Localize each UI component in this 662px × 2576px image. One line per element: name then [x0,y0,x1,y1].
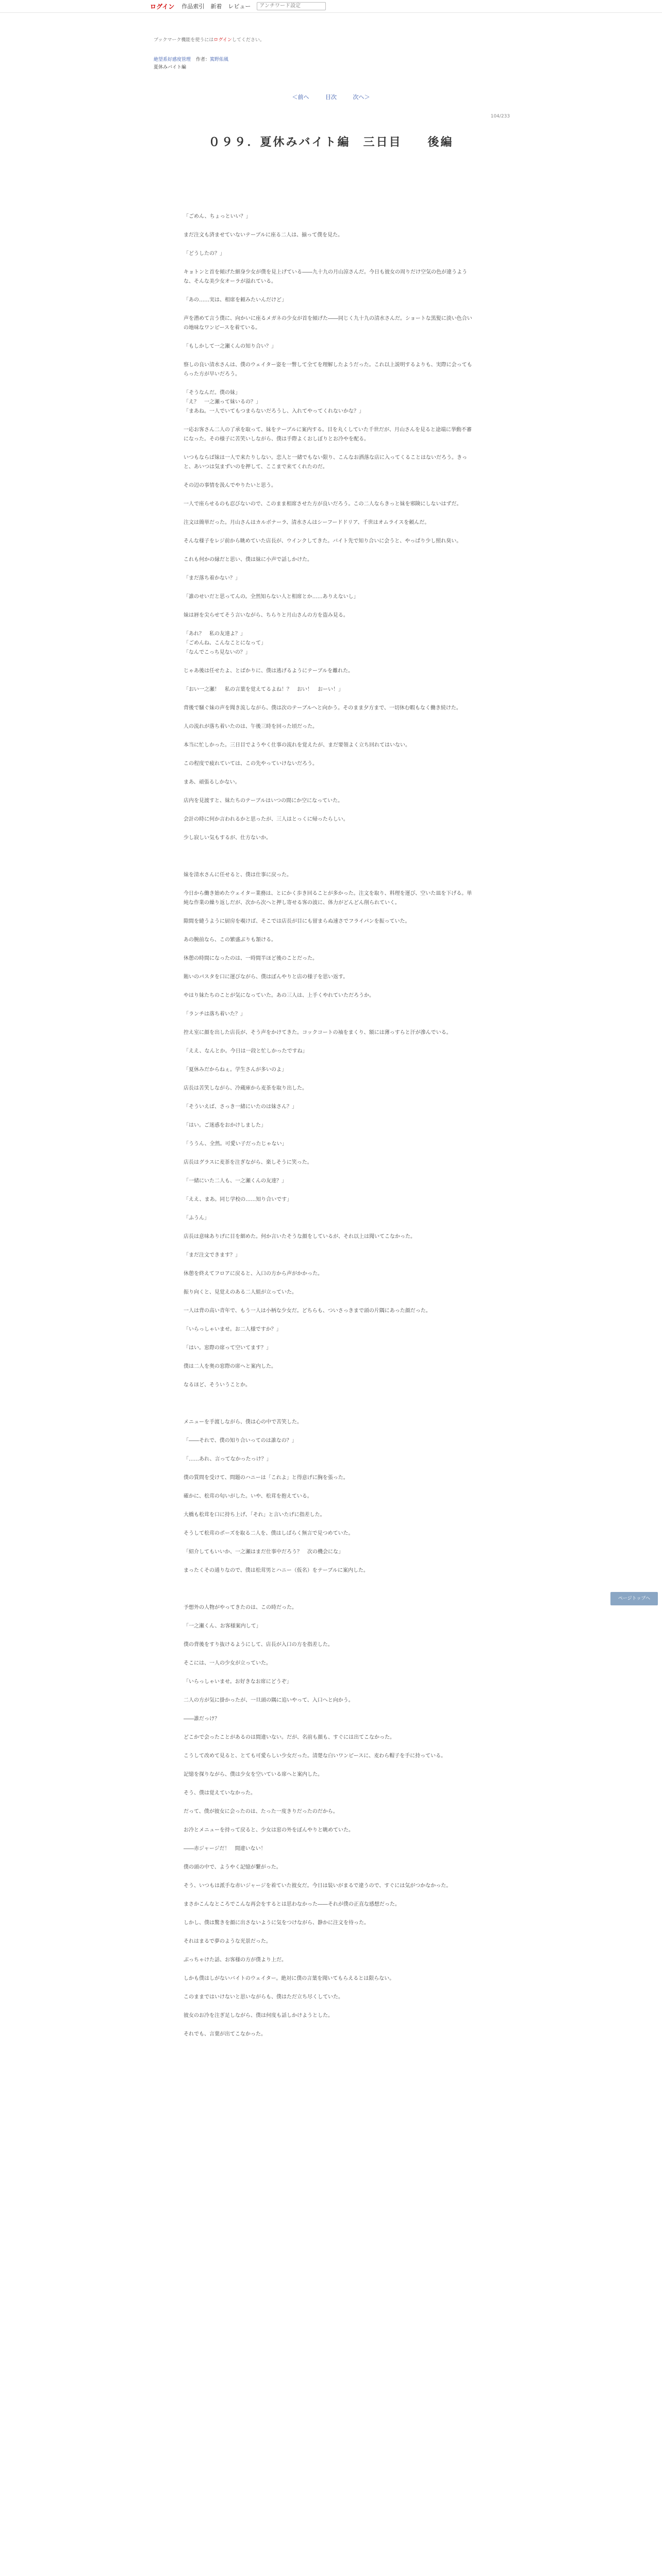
body-paragraph [184,1650,472,1659]
top-nav-bar [0,0,662,13]
body-paragraph: あの腕前なら、この繁盛ぶりも頷ける。 [184,937,276,943]
body-paragraph: ――誰だっけ？ [184,1716,220,1722]
body-paragraph: 人の流れが落ち着いたのは、午後三時を回った頃だった。 [184,724,318,730]
body-paragraph: 「え？ 一之瀬って妹いるの？」 [184,399,261,405]
body-paragraph [184,416,472,426]
body-paragraph [184,1946,472,1956]
chapter-pager [0,93,662,101]
body-paragraph: そうして松茸のポーズを取る二人を、僕はしばらく無言で見つめていた。 [184,1531,354,1536]
page-top-button[interactable]: ページトップへ [610,1592,658,1605]
body-paragraph [184,1371,472,1381]
body-paragraph [184,1742,472,1752]
body-paragraph [184,1316,472,1325]
body-paragraph: それでも、言葉が出てこなかった。 [184,2031,266,2037]
body-paragraph [184,982,472,991]
nav-link-new[interactable]: 新着 [210,3,222,10]
body-paragraph: まだ注文も済ませていないテーブルに座る二人は、揃って僕を見た。 [184,232,343,238]
body-paragraph [184,379,472,388]
body-paragraph [184,1130,472,1140]
notice-suffix: してください。 [231,38,264,43]
body-paragraph [184,444,472,453]
body-paragraph [184,1780,472,1789]
body-paragraph [184,1557,472,1566]
body-paragraph: 「はい。窓際の席って空いてます？」 [184,1345,271,1351]
body-paragraph: 一人で座らせるのも忍びないので、このまま相席させた方が良いだろう。この二人ならきっと妹を邪険にしないはずだ。 [184,501,462,507]
body-paragraph: 「一緒にいた二人も、一之瀬くんの友達？」 [184,1178,287,1184]
body-paragraph [184,509,472,518]
body-paragraph: 振り向くと、見覚えのある二人組が立っていた。 [184,1290,297,1295]
body-paragraph [184,1334,472,1344]
series-row [154,56,234,64]
body-paragraph [184,1242,472,1251]
body-paragraph [184,472,472,481]
body-paragraph: まさかこんなところでこんな再会をするとは思わなかった――それが僕の正直な感想だった。 [184,1902,400,1907]
body-paragraph [184,305,472,314]
episode-name: 夏休みバイト編 [154,65,187,70]
body-paragraph: 「いらっしゃいませ。お好きなお席にどうぞ」 [184,1679,292,1685]
body-paragraph: 隙間を縫うように厨房を覗けば、そこでは店長が目にも留まらぬ速さでフライパンを振っていた。 [184,919,410,924]
body-paragraph [184,1909,472,1919]
body-paragraph [184,1705,472,1715]
body-paragraph: 予想外の人物がやってきたのは、この時だった。 [184,1605,297,1611]
body-paragraph [184,852,472,861]
body-paragraph [184,1056,472,1065]
body-paragraph [184,1483,472,1492]
body-paragraph [184,694,472,704]
body-paragraph: 背後で騒ぐ妹の声を聞き流しながら、僕は次のテーブルへと向かう。そのまま夕方まで、一切休む暇もなく働き続けた。 [184,705,461,711]
body-paragraph: この程度で疲れていては、この先やっていけないだろう。 [184,761,318,767]
body-paragraph [184,963,472,973]
body-paragraph [184,333,472,342]
body-paragraph: そう、僕は覚えていなかった。 [184,1790,256,1796]
body-paragraph [184,528,472,537]
body-paragraph: 「紹介してもいいか、一之瀬はまだ仕事中だろう？ 次の機会にな」 [184,1549,343,1555]
body-paragraph: だって、僕が彼女に会ったのは、たった一度きりだったのだから。 [184,1809,338,1815]
body-paragraph [184,1854,472,1863]
body-paragraph [184,1446,472,1455]
body-paragraph: しかも僕はしがないバイトのウェイター。絶対に僕の言葉を聞いてもらえるとは限らない。 [184,1976,395,1981]
body-paragraph [184,1223,472,1232]
body-paragraph [184,2021,472,2030]
author-label: 作者： [196,57,210,62]
next-link[interactable]: 次へ＞ [353,94,370,100]
body-paragraph: 賄いのパスタを口に運びながら、僕はぼんやりと店の様子を思い返す。 [184,974,349,980]
body-paragraph [184,1872,472,1882]
body-paragraph [184,1965,472,1974]
body-paragraph [184,1001,472,1010]
body-paragraph [184,1390,472,1399]
author-link[interactable]: 篤野佑風 [210,57,229,62]
body-paragraph [184,1835,472,1844]
body-paragraph: 「ランチは落ち着いた？」 [184,1011,245,1017]
chapter-title: ０９９．夏休みバイト編 三日目 後編 [208,135,454,149]
body-paragraph: 本当に忙しかった。三日目でようやく仕事の流れを覚えたが、まだ要領よく立ち回れてはいない。 [184,742,410,748]
body-paragraph [184,222,472,231]
body-paragraph: 「まだ注文できます？」 [184,1252,240,1258]
body-paragraph [184,732,472,741]
body-paragraph: 少し寂しい気もするが、仕方ないか。 [184,835,271,841]
body-paragraph: 「いらっしゃいませ。お二人様ですか？」 [184,1327,282,1332]
body-paragraph: 注文は簡単だった。月山さんはカルボナーラ、清水さんはシーフードドリア、千世はオムライスを頼んだ。 [184,520,430,526]
body-paragraph [184,1279,472,1288]
body-paragraph: まあ、頑張るしかない。 [184,779,240,785]
body-paragraph [184,1575,472,1585]
body-paragraph: 僕の頭の中で、ようやく記憶が繋がった。 [184,1865,282,1870]
body-paragraph: 「夏休みだからねぇ。学生さんが多いのよ」 [184,1067,287,1073]
body-paragraph: 「そうなんだ。僕の妹」 [184,390,240,396]
body-paragraph [184,620,472,630]
body-paragraph: 「ううん、全然。可愛い子だったじゃない」 [184,1141,287,1147]
body-paragraph [184,1798,472,1807]
body-paragraph: 「誰のせいだと思ってんの。全然知らない人と相席とか……ありえないし」 [184,594,359,600]
body-paragraph: いつもならば妹は一人で来たりしない。恋人と一緒でもない限り、こんなお洒落な店に入ってくることはないだろう。きっと、あいつは気まずいのを押して、ここまで来てくれたのだ。 [184,455,467,470]
body-paragraph [184,1585,472,1594]
body-paragraph [184,1817,472,1826]
bookmark-notice [154,36,264,43]
body-paragraph [184,1167,472,1177]
body-paragraph: このままではいけないと思いながらも、僕はただ立ち尽くしていた。 [184,1994,343,2000]
body-paragraph [184,926,472,936]
antiword-input[interactable] [257,2,326,10]
body-paragraph: 「あの……実は、相席を頼みたいんだけど」 [184,297,287,303]
body-paragraph [184,583,472,592]
top-nav-inner [150,0,326,12]
body-paragraph: 休憩の時間になったのは、一時間半ほど後のことだった。 [184,956,318,961]
body-paragraph: 察しの良い清水さんは、僕のウェイター姿を一瞥して全てを理解したようだった。これ以上説明するよりも、実際に会ってもらった方が早いだろう。 [184,362,472,377]
body-paragraph [184,565,472,574]
body-paragraph: これも何かの縁だと思い、僕は妹に小声で話しかけた。 [184,557,312,563]
body-paragraph [184,286,472,296]
body-paragraph [184,1631,472,1640]
toc-link[interactable]: 目次 [325,94,337,100]
body-paragraph: 「もしかして一之瀬くんの知り合い？」 [184,344,276,349]
body-paragraph [184,240,472,249]
body-paragraph [184,1891,472,1900]
body-paragraph [184,490,472,500]
body-paragraph: 「……あれ、言ってなかったっけ？」 [184,1456,272,1462]
body-paragraph: 店内を見渡すと、妹たちのテーブルはいつの間にか空になっていた。 [184,798,343,804]
body-paragraph [184,1687,472,1696]
login-link[interactable]: ログイン [150,3,175,10]
body-paragraph [184,259,472,268]
page-number: 104/233 [490,114,510,119]
body-paragraph: 「なんでこっち見ないの？」 [184,650,251,655]
body-paragraph [184,1409,472,1418]
body-paragraph [184,1724,472,1733]
body-paragraph [184,602,472,611]
nav-link-index[interactable]: 作品索引 [181,3,205,10]
body-paragraph: 「まあね。一人でいてもつまらないだろうし、入れてやってくれないかな？」 [184,409,364,414]
body-paragraph [184,1984,472,1993]
body-paragraph [184,1761,472,1770]
body-paragraph: しかし、僕は驚きを顔に出さないように気をつけながら、静かに注文を待った。 [184,1920,369,1926]
body-paragraph: 声を潜めて言う僕に、向かいに座るメガネの少女が首を傾げた――同じく九十九の清水さんだ。ショートな黒髪に淡い色合いの地味なワンピースを着ている。 [184,316,472,331]
body-paragraph [184,945,472,954]
body-paragraph: ――赤ジャージだ！ 間違いない！ [184,1846,266,1852]
body-paragraph: キョトンと首を傾げた細身少女が僕を見上げている――九十九の月山涼さんだ。今日も彼女の周りだけ空気の色が違うような、そんな美少女オーラが溢れている。 [184,269,467,284]
notice-prefix: ブックマーク機能を使うには [154,38,214,43]
body-paragraph [184,713,472,722]
body-paragraph: やはり妹たちのことが気になっていた。あの三人は、上手くやれていただろうか。 [184,993,374,998]
body-paragraph: 二人の方が気に掛かったが、一旦頭の隅に追いやって、入口へと向かう。 [184,1698,354,1703]
body-paragraph: 「――それで、僕の知り合いってのは誰なの？」 [184,1438,297,1444]
body-paragraph: 僕は二人を奥の窓際の席へと案内した。 [184,1364,276,1369]
body-paragraph: 「ええ、なんとか。今日は一段と忙しかったですね」 [184,1048,308,1054]
body-paragraph: そう、いつもは派手な赤いジャージを着ていた彼女だ。今日は装いがまるで違うので、すぐには気がつかなかった。 [184,1883,452,1889]
body-paragraph [184,861,472,871]
body-paragraph [184,880,472,889]
body-paragraph [184,843,472,852]
body-paragraph: そこには、一人の少女が立っていた。 [184,1660,271,1666]
body-paragraph [184,1399,472,1409]
body-paragraph: それはまるで夢のような光景だった。 [184,1939,271,1944]
body-paragraph: 店長はグラスに麦茶を注ぎながら、楽しそうに笑った。 [184,1160,312,1165]
body-paragraph [184,1112,472,1121]
body-paragraph: 会計の時に何か言われるかと思ったが、三人はとっくに帰ったらしい。 [184,817,349,822]
chapter-body [184,212,472,2039]
body-paragraph: 彼女のお冷を注ぎ足しながら、僕は何度も話しかけようとした。 [184,2013,333,2019]
body-paragraph: 「どうしたの？」 [184,251,225,257]
body-paragraph [184,1186,472,1195]
body-paragraph [184,546,472,555]
body-paragraph: 「一之瀬くん、お客様案内して」 [184,1623,261,1629]
body-paragraph [184,1260,472,1269]
body-paragraph: 「おい一之瀬！ 私の言葉を覚えてるよね！？ おい！ おーい！」 [184,687,343,692]
body-paragraph [184,1149,472,1158]
body-paragraph [184,908,472,917]
body-paragraph [184,351,472,361]
body-paragraph [184,750,472,759]
body-paragraph: その辺の事情を汲んでやりたいと思う。 [184,483,276,488]
nav-link-review[interactable]: レビュー [228,3,251,10]
body-paragraph [184,1038,472,1047]
body-paragraph [184,824,472,834]
body-paragraph [184,1594,472,1603]
body-paragraph: 「まだ落ち着かない？」 [184,575,240,581]
body-paragraph: 「ごめんね、こんなことになって」 [184,640,266,646]
body-paragraph [184,676,472,685]
body-paragraph [184,1668,472,1677]
body-paragraph: 「ごめん、ちょっといい？」 [184,214,251,219]
body-paragraph [184,1928,472,1937]
body-paragraph: 一応お客さん二人の了承を取って、妹をテーブルに案内する。目を丸くしていた千世だが、月山さんを見ると途端に挙動不審になった。その様子に苦笑いしながら、僕は手際よくおしぼりとお冷やを配る。 [184,427,472,442]
prev-link[interactable]: ＜前へ [292,94,309,100]
body-paragraph: 大橋も松茸を口に持ち上げ、「それ」と言いたげに指差した。 [184,1512,325,1518]
body-paragraph [184,806,472,815]
body-paragraph: 確かに、松茸の匂いがした。いや、松茸を抱えている。 [184,1494,312,1499]
body-paragraph: 僕の背後をすり抜けるようにして、店長が入口の方を指差した。 [184,1642,333,1648]
body-paragraph: じゃあ後は任せたよ、とばかりに、僕は逃げるようにテーブルを離れた。 [184,668,354,674]
body-paragraph: 今日から働き始めたウェイター業務は、とにかく歩き回ることが多かった。注文を取り、料理を運び、空いた皿を下げる。単純な作業の繰り返しだが、次から次へと押し寄せる客の波に、体力がどんどん削られていく。 [184,891,472,906]
body-paragraph: なるほど、そういうことか。 [184,1382,251,1388]
body-paragraph: どこかで会ったことがあるのは間違いない。だが、名前も顔も、すぐには出てこなかった。 [184,1735,395,1740]
body-paragraph: 「はい。ご迷惑をおかけしました」 [184,1123,266,1128]
series-title-link[interactable]: 絶望系好感度管理 [154,57,191,62]
body-paragraph: まったくその通りなので、僕は松茸男とハニー（仮名）をテーブルに案内した。 [184,1568,369,1573]
body-paragraph: ぶっちゃけた話、お客様の方が僕より上だ。 [184,1957,287,1963]
body-paragraph: 休憩を終えてフロアに戻ると、入口の方から声がかかった。 [184,1271,323,1277]
body-paragraph: 記憶を探りながら、僕は少女を空いている席へと案内した。 [184,1772,323,1777]
series-info [154,56,234,72]
body-paragraph: 妹を清水さんに任せると、僕は仕事に戻った。 [184,872,292,878]
body-paragraph [184,787,472,796]
body-paragraph [184,1075,472,1084]
body-paragraph: 「あれ？ 私の友達よ？」 [184,631,245,637]
body-paragraph: そんな様子をレジ前から眺めていた店長が、ウインクしてきた。バイト先で知り合いに会うと、やっぱり少し照れ臭い。 [184,538,462,544]
body-paragraph: 妹は唇を尖らせてそう言いながら、ちらりと月山さんの方を盗み見る。 [184,613,349,618]
body-paragraph [184,1538,472,1548]
body-paragraph [184,1613,472,1622]
body-paragraph [184,1520,472,1529]
body-paragraph [184,1501,472,1511]
body-paragraph [184,1019,472,1028]
body-paragraph: メニューを手渡しながら、僕は心の中で苦笑した。 [184,1419,302,1425]
body-paragraph: 「ええ、まあ。同じ学校の……知り合いです」 [184,1197,292,1202]
notice-login-link[interactable]: ログイン [213,38,232,43]
body-paragraph: こうして改めて見ると、とても可愛らしい少女だった。清楚な白いワンピースに、麦わら帽子を手に持っている。 [184,1753,446,1759]
body-paragraph [184,1353,472,1362]
body-paragraph [184,1297,472,1307]
body-paragraph [184,1093,472,1103]
body-paragraph [184,1427,472,1436]
body-paragraph: 僕の質問を受けて、問題のハニーは「これよ」と得意げに胸を張った。 [184,1475,349,1481]
body-paragraph: 一人は背の高い青年で、もう一人は小柄な少女だ。どちらも、ついさっきまで頭の片隅にあった顔だった。 [184,1308,431,1314]
body-paragraph [184,1464,472,1473]
body-paragraph: 「そういえば、さっき一緒にいたのは妹さん？」 [184,1104,297,1110]
body-paragraph: 「ふうん」 [184,1215,209,1221]
body-paragraph: 店長は苦笑しながら、冷蔵庫から麦茶を取り出した。 [184,1086,307,1091]
body-paragraph [184,769,472,778]
body-paragraph: お冷とメニューを持って戻ると、少女は窓の外をぼんやりと眺めていた。 [184,1827,354,1833]
body-paragraph [184,1205,472,1214]
body-paragraph [184,657,472,667]
body-paragraph [184,2002,472,2011]
body-paragraph: 控え室に顔を出した店長が、そう声をかけてきた。コックコートの袖をまくり、額には薄っすらと汗が滲んでいる。 [184,1030,452,1036]
body-paragraph: 店長は意味ありげに目を細めた。何か言いたそうな顔をしているが、それ以上は聞いてこなかった。 [184,1234,416,1240]
